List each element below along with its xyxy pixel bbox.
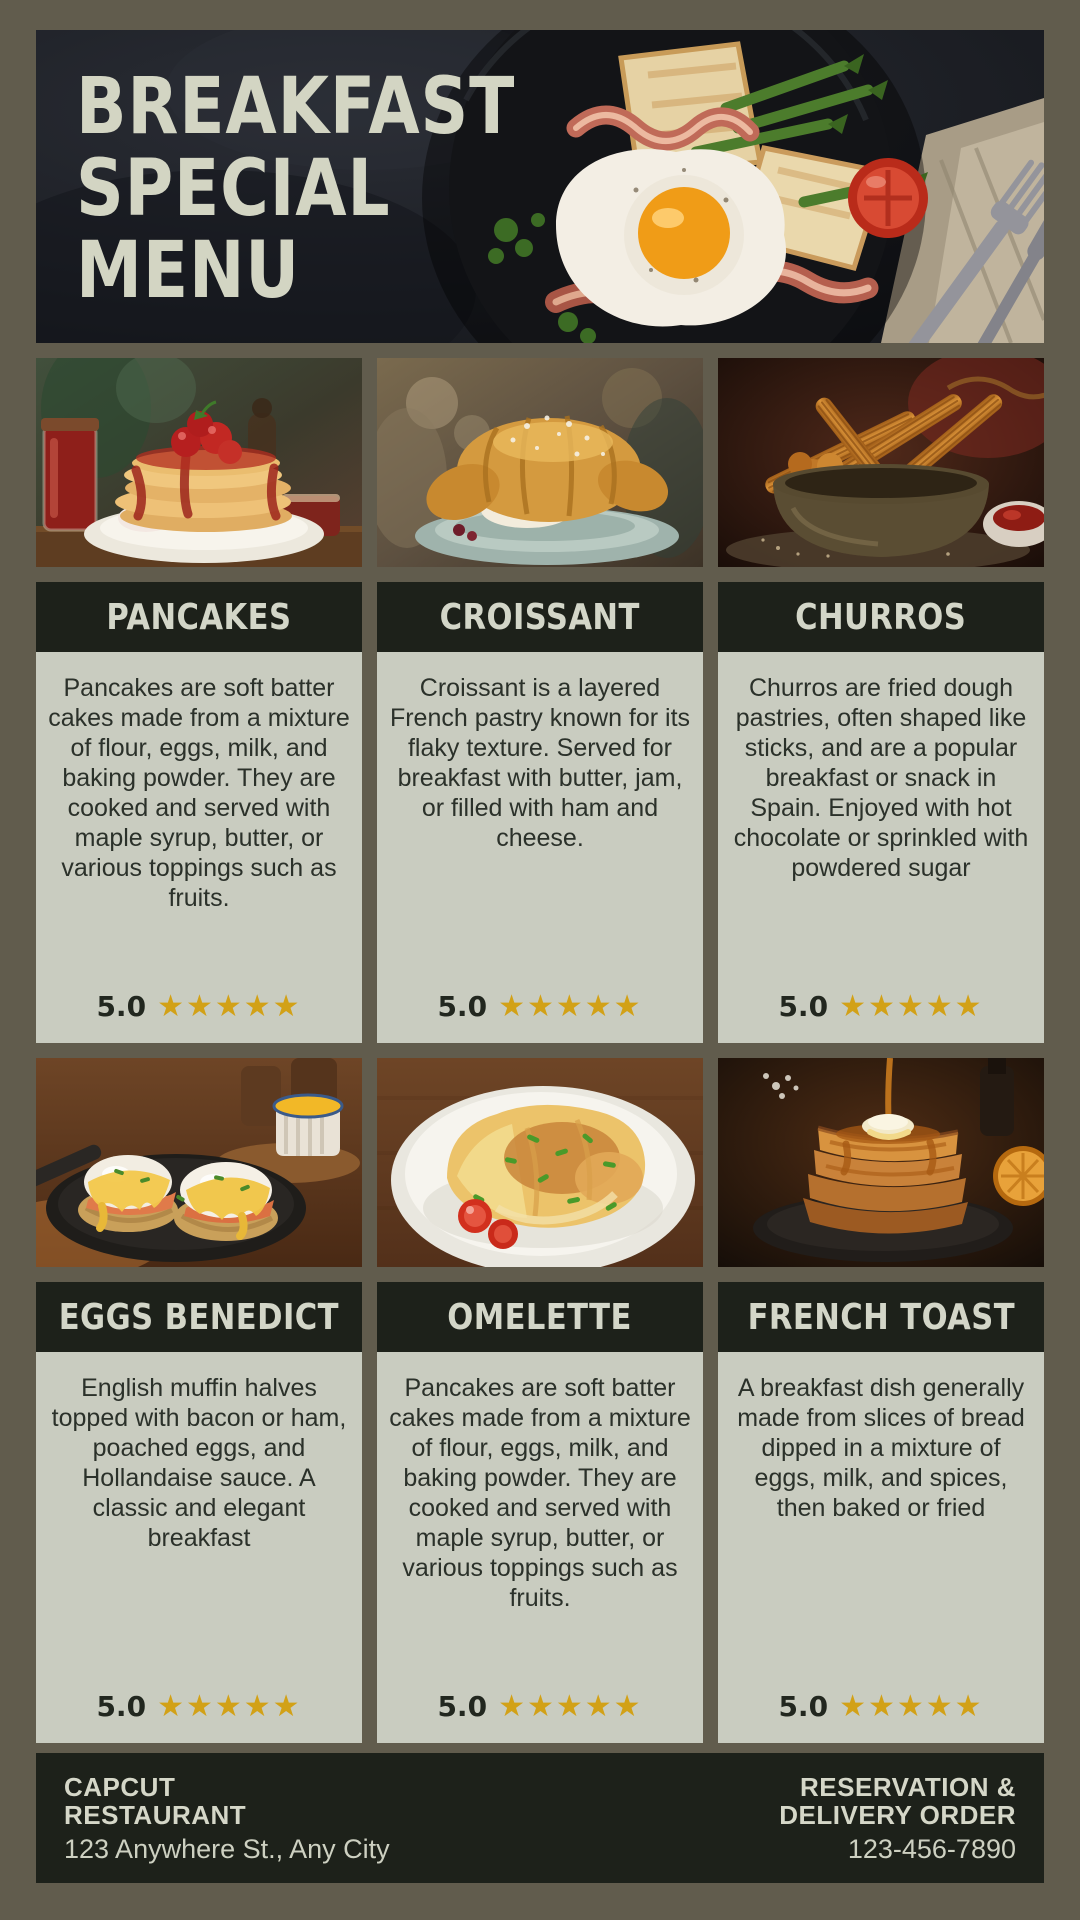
card-description-panel <box>718 1352 1044 1743</box>
header-banner <box>36 30 1044 343</box>
card-title: PANCAKES <box>106 596 292 638</box>
restaurant-name-line1: CAPCUT <box>64 1771 176 1802</box>
reservation-info <box>779 1773 1016 1864</box>
eggs-benedict-photo <box>36 1058 362 1267</box>
restaurant-address: 123 Anywhere St., Any City <box>64 1833 390 1864</box>
card-title: CHURROS <box>795 596 967 638</box>
rating <box>46 1690 352 1723</box>
rating <box>387 990 693 1023</box>
card-title: FRENCH TOAST <box>747 1296 1015 1338</box>
rating-score: 5.0 <box>437 1690 488 1723</box>
card-description: Churros are fried dough pastries, often shaped like sticks, and are a popular breakfast or snack in Spain. Enjoyed with hot chocolate or sprinkled with powdered sugar <box>733 674 1029 882</box>
card-description: Pancakes are soft batter cakes made from a mixture of flour, eggs, milk, and baking powder. They are cooked and served with maple syrup, butter, or various toppings such as fruits. <box>48 674 350 912</box>
restaurant-name-line2: RESTAURANT <box>64 1799 247 1830</box>
phone-number: 123-456-7890 <box>847 1833 1016 1864</box>
page-title-line: SPECIAL <box>76 144 391 234</box>
rating-score: 5.0 <box>437 990 488 1023</box>
card-description: English muffin halves topped with bacon or ham, poached eggs, and Hollandaise sauce. A classic and elegant breakfast <box>51 1374 347 1552</box>
footer-bar <box>36 1753 1044 1883</box>
card-title: EGGS BENEDICT <box>58 1296 340 1338</box>
rating <box>46 990 352 1023</box>
page-title-line: MENU <box>76 226 301 316</box>
star-icons: ★★★★★ <box>839 989 984 1023</box>
card-title-bar <box>36 1282 362 1352</box>
menu-row-1 <box>36 358 1044 1043</box>
star-icons: ★★★★★ <box>498 1689 643 1723</box>
card-title: OMELETTE <box>447 1296 633 1338</box>
card-title: CROISSANT <box>439 596 641 638</box>
reservation-label-line1: RESERVATION & <box>800 1771 1016 1802</box>
rating-score: 5.0 <box>96 990 147 1023</box>
star-icons: ★★★★★ <box>839 1689 984 1723</box>
rating-score: 5.0 <box>778 990 829 1023</box>
rating <box>728 990 1034 1023</box>
menu-row-2 <box>36 1058 1044 1743</box>
card-description-panel <box>377 652 703 1043</box>
pancakes-photo <box>36 358 362 567</box>
restaurant-info <box>64 1773 390 1864</box>
french-toast-photo <box>718 1058 1044 1267</box>
menu-card-croissant <box>377 358 703 1043</box>
card-title-bar <box>718 582 1044 652</box>
card-title-bar <box>377 1282 703 1352</box>
star-icons: ★★★★★ <box>157 1689 302 1723</box>
page-title <box>76 62 593 316</box>
card-description: Croissant is a layered French pastry known for its flaky texture. Served for breakfast with butter, jam, or filled with ham and cheese. <box>389 674 691 852</box>
card-description-panel <box>36 652 362 1043</box>
menu-card-eggs-benedict <box>36 1058 362 1743</box>
rating <box>387 1690 693 1723</box>
croissant-photo <box>377 358 703 567</box>
card-description-panel <box>377 1352 703 1743</box>
rating-score: 5.0 <box>778 1690 829 1723</box>
page-title-line: BREAKFAST <box>76 62 516 152</box>
card-description: A breakfast dish generally made from slices of bread dipped in a mixture of eggs, milk, and spices, then baked or fried <box>737 1374 1025 1522</box>
rating <box>728 1690 1034 1723</box>
card-description-panel <box>718 652 1044 1043</box>
reservation-label-line2: DELIVERY ORDER <box>779 1799 1016 1830</box>
churros-photo <box>718 358 1044 567</box>
card-description: Pancakes are soft batter cakes made from a mixture of flour, eggs, milk, and baking powder. They are cooked and served with maple syrup, butter, or various toppings such as fruits. <box>389 1374 691 1612</box>
card-title-bar <box>718 1282 1044 1352</box>
menu-card-churros <box>718 358 1044 1043</box>
card-description-panel <box>36 1352 362 1743</box>
omelette-photo <box>377 1058 703 1267</box>
menu-card-omelette <box>377 1058 703 1743</box>
star-icons: ★★★★★ <box>498 989 643 1023</box>
card-title-bar <box>377 582 703 652</box>
menu-card-french-toast <box>718 1058 1044 1743</box>
menu-card-pancakes <box>36 358 362 1043</box>
card-title-bar <box>36 582 362 652</box>
star-icons: ★★★★★ <box>157 989 302 1023</box>
rating-score: 5.0 <box>96 1690 147 1723</box>
